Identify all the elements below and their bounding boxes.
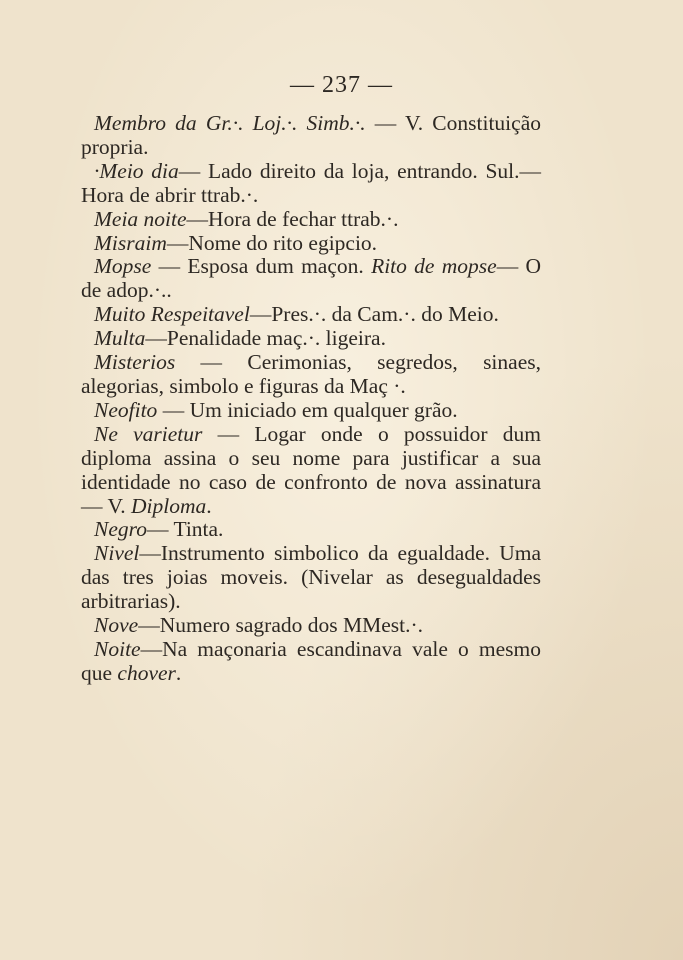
- entry-crossref: Diploma: [131, 493, 207, 518]
- entry-term: ·Meio dia: [94, 158, 179, 183]
- entry-term: Mopse: [94, 254, 152, 279]
- glossary-entry: [81, 542, 541, 614]
- glossary-entry: [81, 399, 541, 423]
- entry-crossref-punct: .: [206, 493, 212, 518]
- glossary-entry: [81, 255, 541, 303]
- glossary-entry: [81, 208, 541, 232]
- glossary-entry: [81, 112, 541, 160]
- glossary-entry: [81, 423, 541, 519]
- entry-definition: — V. Constituição propria.: [81, 111, 541, 159]
- entry-definition: —Numero sagrado dos MMest.·.: [138, 613, 424, 638]
- entry-definition: —Penalidade maç.·. ligeira.: [145, 326, 386, 351]
- entry-definition: —Instrumento simbolico da egualdade. Uma das tres joias moveis. (Nivelar as desegualdades arbitrarias).: [81, 541, 541, 614]
- entry-definition: —Nome do rito egipcio.: [166, 230, 378, 255]
- entry-term: Misraim: [94, 230, 167, 255]
- entry-definition: —Na maçonaria escandinava vale o mesmo que: [81, 636, 541, 685]
- glossary-entries: [81, 112, 541, 686]
- entry-term: Misterios: [94, 350, 176, 375]
- entry-term: Negro: [94, 517, 147, 542]
- entry-term: Noite: [94, 636, 141, 661]
- entry-term: Membro da Gr.·. Loj.·. Simb.·.: [94, 111, 366, 135]
- entry-subterm: chover: [117, 660, 176, 685]
- glossary-entry: [81, 327, 541, 351]
- entry-subdefinition: — O de adop.·..: [81, 254, 541, 303]
- entry-term: Nivel: [94, 541, 140, 566]
- entry-definition: —Pres.·. da Cam.·. do Meio.: [249, 302, 499, 327]
- glossary-entry: [81, 518, 541, 542]
- entry-definition: — Logar onde o possuidor dum diploma assina o seu nome para justificar a sua identidade no caso de confronto de nova assinatura — V.: [81, 421, 542, 518]
- glossary-entry: [81, 160, 541, 208]
- glossary-entry: [81, 614, 541, 638]
- glossary-entry: [81, 303, 541, 327]
- page-number: — 237 —: [290, 72, 393, 98]
- glossary-entry: [81, 351, 541, 399]
- entry-definition: — Lado direito da loja, entrando. Sul.: [178, 158, 520, 183]
- entry-definition: — Cerimonias, segredos, sinaes, alegorias, simbolo e figuras da Maç ·.: [81, 350, 541, 398]
- glossary-entry: [81, 232, 541, 256]
- entry-definition: — Esposa dum maçon.: [151, 254, 364, 279]
- entry-term: Meia noite: [94, 206, 187, 231]
- entry-term: Nove: [94, 613, 139, 638]
- entry-term: Neofito: [94, 397, 158, 422]
- entry-definition: — Um iniciado em qualquer grão.: [157, 397, 458, 422]
- glossary-entry: [81, 638, 541, 686]
- entry-subterm: Rito de mopse: [371, 254, 497, 279]
- entry-definition-continued: —Hora de abrir ttrab.·.: [81, 158, 541, 207]
- entry-subdefinition: .: [175, 660, 182, 685]
- entry-term: Ne varietur: [94, 421, 203, 446]
- entry-definition: —Hora de fechar ttrab.·.: [186, 206, 399, 231]
- entry-term: Muito Respeitavel: [94, 302, 250, 327]
- entry-term: Multa: [94, 326, 146, 351]
- entry-definition: — Tinta.: [146, 517, 224, 542]
